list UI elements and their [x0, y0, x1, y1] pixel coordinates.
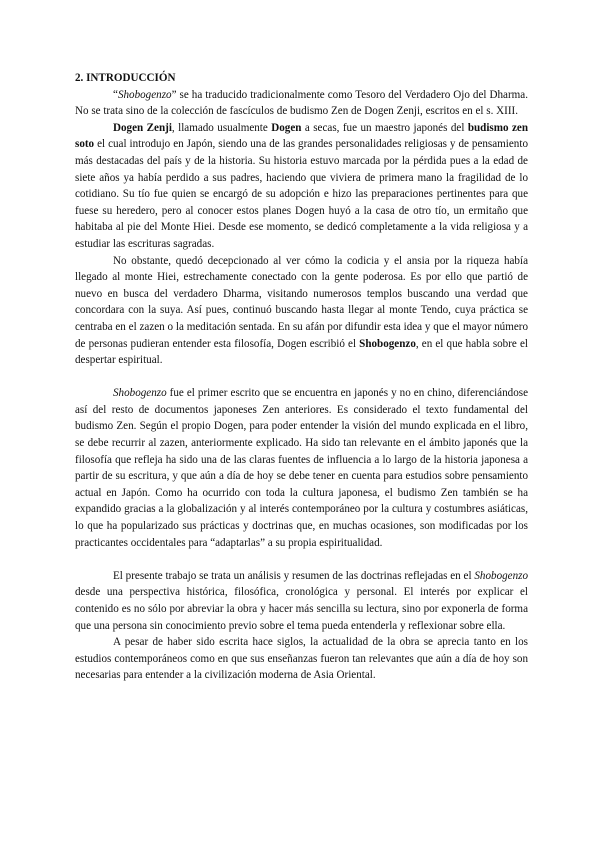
- paragraph-shobogenzo-relevance: [75, 385, 528, 551]
- paragraph-text: El presente trabajo se trata un análisis y resumen de las doctrinas reflejadas en el: [113, 569, 475, 582]
- section-heading: 2. INTRODUCCIÓN: [75, 72, 176, 84]
- paragraph-text: desde una perspectiva histórica, filosófica, cronológica y personal. El interés por explicar el contenido es no sólo por abreviar la obra y hacer más sencilla su lectura, sino por exponerla de forma que una persona sin conocimiento previo sobre el tema pueda entenderla y reflexionar sobre ella.: [75, 586, 528, 632]
- work-title-italic: Shobogenzo: [117, 88, 172, 101]
- paragraph-spacer: [75, 551, 528, 568]
- document-page: [75, 70, 528, 684]
- work-title-italic: Shobogenzo: [474, 569, 528, 582]
- paragraph-actuality: [75, 634, 528, 684]
- paragraph-spacer: [75, 369, 528, 386]
- short-name-bold: Dogen: [271, 121, 302, 134]
- school-name-bold: budismo zen soto: [75, 121, 528, 151]
- paragraph-dogen-biography: [75, 120, 528, 253]
- paragraph-text: A pesar de haber sido escrita hace siglos, la actualidad de la obra se aprecia tanto en los estudios contemporáneos como en que sus enseñanzas fueron tan relevantes que aún a día de hoy son necesarias para entender a la civilización moderna de Asia Oriental.: [75, 636, 528, 682]
- name-bold: Dogen Zenji: [113, 121, 172, 134]
- close-quote: ”: [171, 88, 177, 101]
- paragraph-mount-hiei: [75, 253, 528, 369]
- paragraph-intro-title: [75, 87, 528, 120]
- work-title-bold: Shobogenzo: [359, 337, 416, 350]
- paragraph-text: el cual introdujo en Japón, siendo una de las grandes personalidades religiosas y de pensamiento más destacadas del país y de la historia. Su historia estuvo marcada por la pérdida pues a la edad de siete años ya había perdido a sus padres, haciendo que viviera de primera mano la fragilidad de lo cotidiano. Su tío fue quien se encargó de su adopción e hizo las preparaciones pertinentes para que fuese su heredero, pero al conocer estos planes Dogen huyó a la casa de otro tío, un ermitaño que habitaba al pie del Monte Hiei. Desde ese momento, se dedicó completamente a la vida religiosa y a estudiar las escrituras sagradas.: [75, 138, 528, 250]
- paragraph-text: No obstante, quedó decepcionado al ver cómo la codicia y el ansia por la riqueza había llegado al monte Hiei, estrechamente conectado con la gente poderosa. Es por ello que partió de nuevo en busca del verdadero Dharma, visitando numerosos templos buscando una verdad que concordara con la suya. Así pues, continuó buscando hasta llegar al monte Tendo, cuya práctica se centraba en el zazen o la meditación sentada. En su afán por difundir esta idea y que el mayor número de personas pudieran entender esta filosofía, Dogen escribió el: [75, 254, 528, 350]
- paragraph-text: fue el primer escrito que se encuentra en japonés y no en chino, diferenciándose así del resto de documentos japoneses Zen anteriores. Es considerado el texto fundamental del budismo Zen. Según el propio Dogen, para poder entender la visión del mundo explicada en el libro, se debe recurrir al zazen, anteriormente explicado. Ha sido tan relevante en el ámbito japonés que la filosofía que refleja ha sido una de las claras fuentes de influencia a lo largo de la historia japonesa a partir de su escritura, y que aún a día de hoy se debe tener en cuenta para estudios sobre pensamiento actual en Japón. Como ha ocurrido con toda la cultura japonesa, el budismo Zen también se ha expandido gracias a la globalización y al interés contemporáneo por la cultura y costumbres asiáticas, lo que ha popularizado sus prácticas y doctrinas que, en muchas ocasiones, son modificadas por los practicantes occidentales para “adaptarlas” a su propia espiritualidad.: [75, 387, 528, 549]
- paragraph-text: , llamado usualmente: [171, 121, 272, 134]
- paragraph-text: se ha traducido tradicionalmente como Tesoro del Verdadero Ojo del Dharma. No se trata sino de la colección de fascículos de budismo Zen de Dogen Zenji, escritos en el s. XIII.: [75, 88, 528, 118]
- paragraph-work-purpose: [75, 568, 528, 634]
- work-title-italic: Shobogenzo: [113, 387, 167, 400]
- paragraph-text: a secas, fue un maestro japonés del: [301, 121, 468, 134]
- open-quote: “: [113, 88, 118, 101]
- paragraph-text: , en el que habla sobre el despertar espiritual.: [75, 337, 528, 367]
